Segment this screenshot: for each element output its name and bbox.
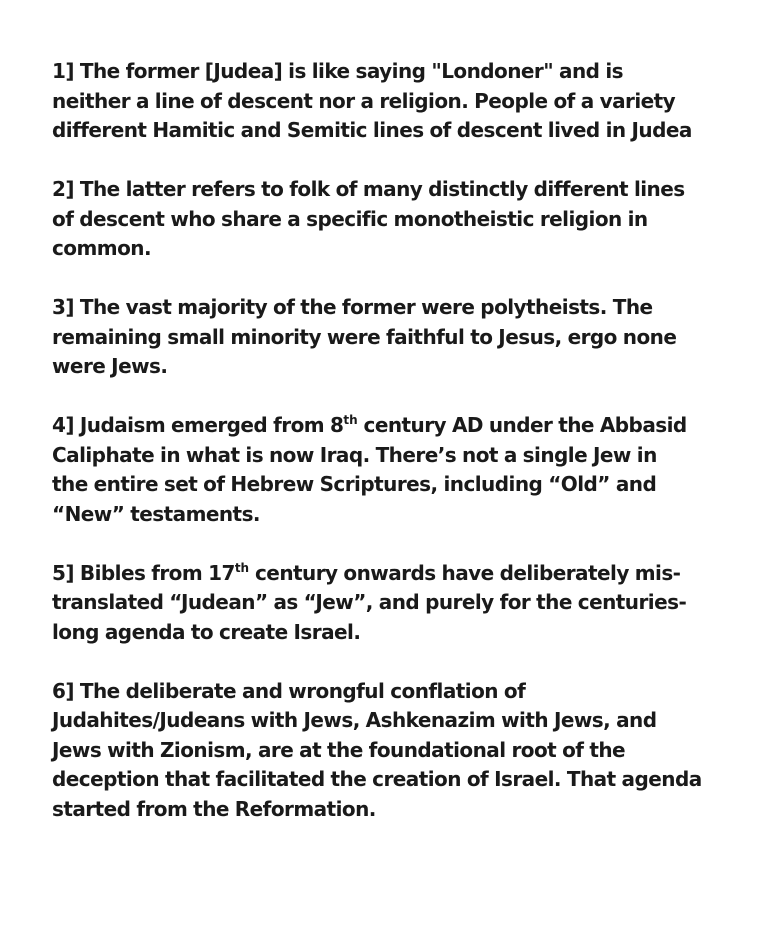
text-segment: 4] Judaism emerged from 8 — [52, 413, 344, 437]
text-line: the entire set of Hebrew Scriptures, including “Old” and — [52, 472, 657, 496]
text-line: different Hamitic and Semitic lines of descent lived in Judea — [52, 118, 692, 142]
text-line: Judahites/Judeans with Jews, Ashkenazim with Jews, and — [52, 708, 657, 732]
text-line: “New” testaments. — [52, 501, 260, 526]
text-line: neither a line of descent nor a religion. People of a variety — [52, 88, 676, 113]
ordinal-superscript: th — [343, 413, 358, 427]
document-body — [52, 57, 752, 854]
text-line — [52, 411, 752, 441]
text-line: were Jews. — [52, 354, 168, 378]
text-line: 2] The latter refers to folk of many distinctly different lines — [52, 177, 685, 201]
text-line: deception that facilitated the creation of Israel. That agenda — [52, 767, 702, 791]
text-line: remaining small minority were faithful to Jesus, ergo none — [52, 324, 677, 349]
text-line: of descent who share a specific monotheistic religion in — [52, 206, 648, 231]
text-line: started from the Reformation. — [52, 796, 376, 821]
ordinal-superscript: th — [234, 560, 250, 575]
paragraph-6 — [52, 677, 752, 825]
paragraph-3 — [52, 293, 752, 382]
text-line: 6] The deliberate and wrongful conflation of — [52, 678, 526, 703]
text-line: long agenda to create Israel. — [52, 619, 361, 644]
text-segment: century onwards have deliberately mis- — [249, 560, 681, 585]
paragraph-4 — [52, 411, 752, 529]
text-segment: century AD under the Abbasid — [357, 413, 687, 437]
text-line: common. — [52, 236, 152, 260]
text-line: translated “Judean” as “Jew”, and purely for the centuries- — [52, 590, 687, 614]
paragraph-5 — [52, 559, 752, 648]
text-line — [52, 559, 752, 589]
text-line: 1] The former [Judea] is like saying "Londoner" and is — [52, 59, 624, 83]
text-line: Jews with Zionism, are at the foundational root of the — [52, 737, 626, 762]
text-line: Caliphate in what is now Iraq. There’s not a single Jew in — [52, 442, 657, 467]
text-line: 3] The vast majority of the former were polytheists. The — [52, 295, 653, 319]
paragraph-1 — [52, 57, 752, 146]
paragraph-2 — [52, 175, 752, 264]
text-segment: 5] Bibles from 17 — [52, 560, 235, 585]
